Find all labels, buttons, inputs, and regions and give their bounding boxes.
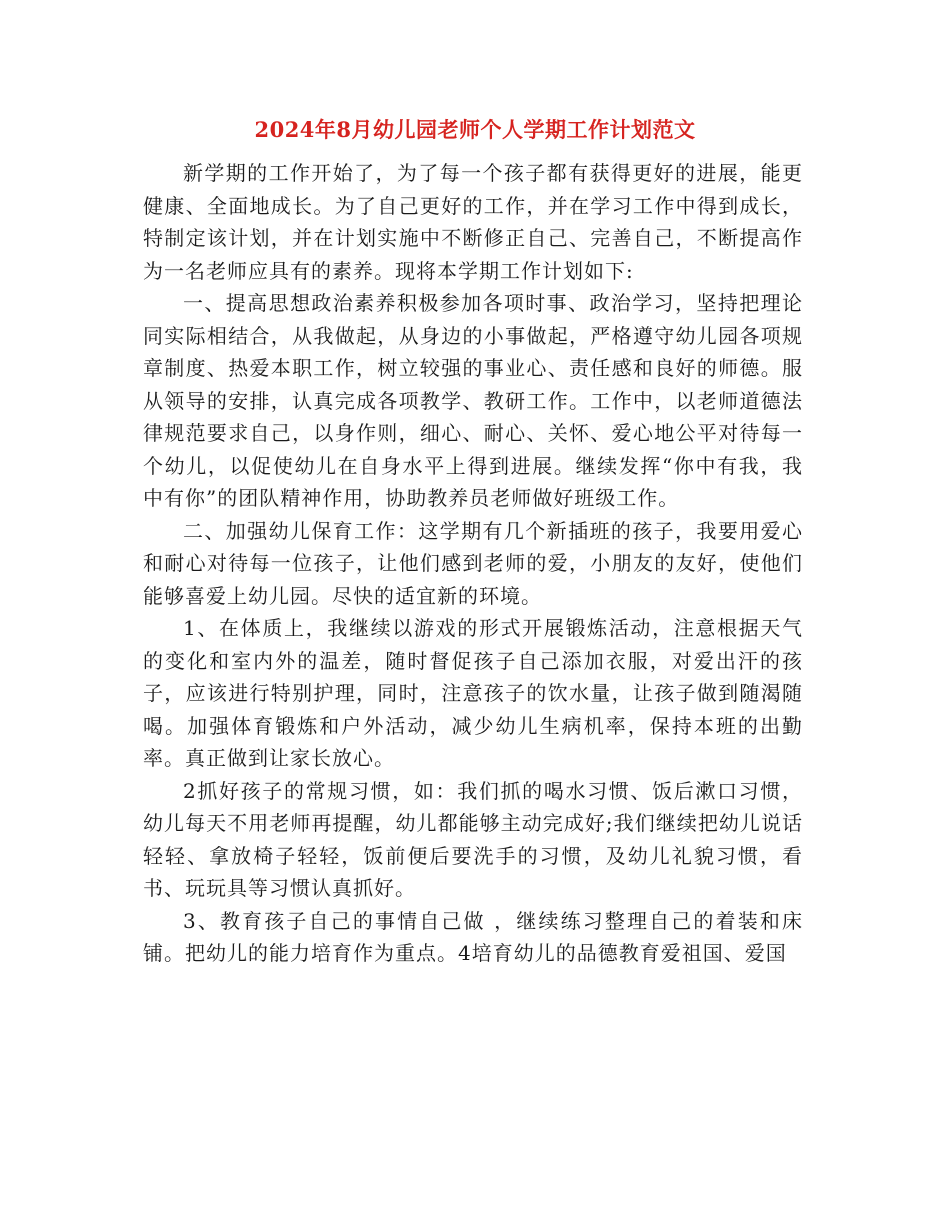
- document-title: 2024年8月幼儿园老师个人学期工作计划范文: [254, 117, 696, 142]
- paragraph-item-3: 3、教育孩子自己的事情自己做 ，继续练习整理自己的着装和床铺。把幼儿的能力培育作为重点。4培育幼儿的品德教育爱祖国、爱国: [143, 908, 803, 965]
- paragraph-section-1: 一、提高思想政治素养积极参加各项时事、政治学习，坚持把理论同实际相结合，从我做起，从身边的小事做起，严格遵守幼儿园各项规章制度、热爱本职工作，树立较强的事业心、责任感和良好的师德。服从领导的安排，认真完成各项教学、教研工作。工作中，以老师道德法律规范要求自己，以身作则，细心、耐心、关怀、爱心地公平对待每一个幼儿，以促使幼儿在自身水平上得到进展。继续发挥“你中有我，我中有你”的团队精神作用，协助教养员老师做好班级工作。: [143, 291, 803, 510]
- paragraph-intro: 新学期的工作开始了，为了每一个孩子都有获得更好的进展，能更健康、全面地成长。为了自己更好的工作，并在学习工作中得到成长，特制定该计划，并在计划实施中不断修正自己、完善自己，不断提高作为一名老师应具有的素养。现将本学期工作计划如下:: [143, 161, 803, 283]
- paragraph-item-1: 1、在体质上，我继续以游戏的形式开展锻炼活动，注意根据天气的变化和室内外的温差，随时督促孩子自己添加衣服，对爱出汗的孩子，应该进行特别护理，同时，注意孩子的饮水量，让孩子做到随渴随喝。加强体育锻炼和户外活动，减少幼儿生病机率，保持本班的出勤率。真正做到让家长放心。: [143, 616, 803, 770]
- paragraph-section-2: 二、加强幼儿保育工作：这学期有几个新插班的孩子，我要用爱心和耐心对待每一位孩子，让他们感到老师的爱，小朋友的友好，使他们能够喜爱上幼儿园。尽快的适宜新的环境。: [143, 518, 803, 608]
- paragraph-item-2: 2抓好孩子的常规习惯，如：我们抓的喝水习惯、饭后漱口习惯，幼儿每天不用老师再提醒，幼儿都能够主动完成好;我们继续把幼儿说话轻轻、拿放椅子轻轻，饭前便后要洗手的习惯，及幼儿礼貌习惯，看书、玩玩具等习惯认真抓好。: [143, 778, 803, 900]
- document-body: [143, 157, 803, 970]
